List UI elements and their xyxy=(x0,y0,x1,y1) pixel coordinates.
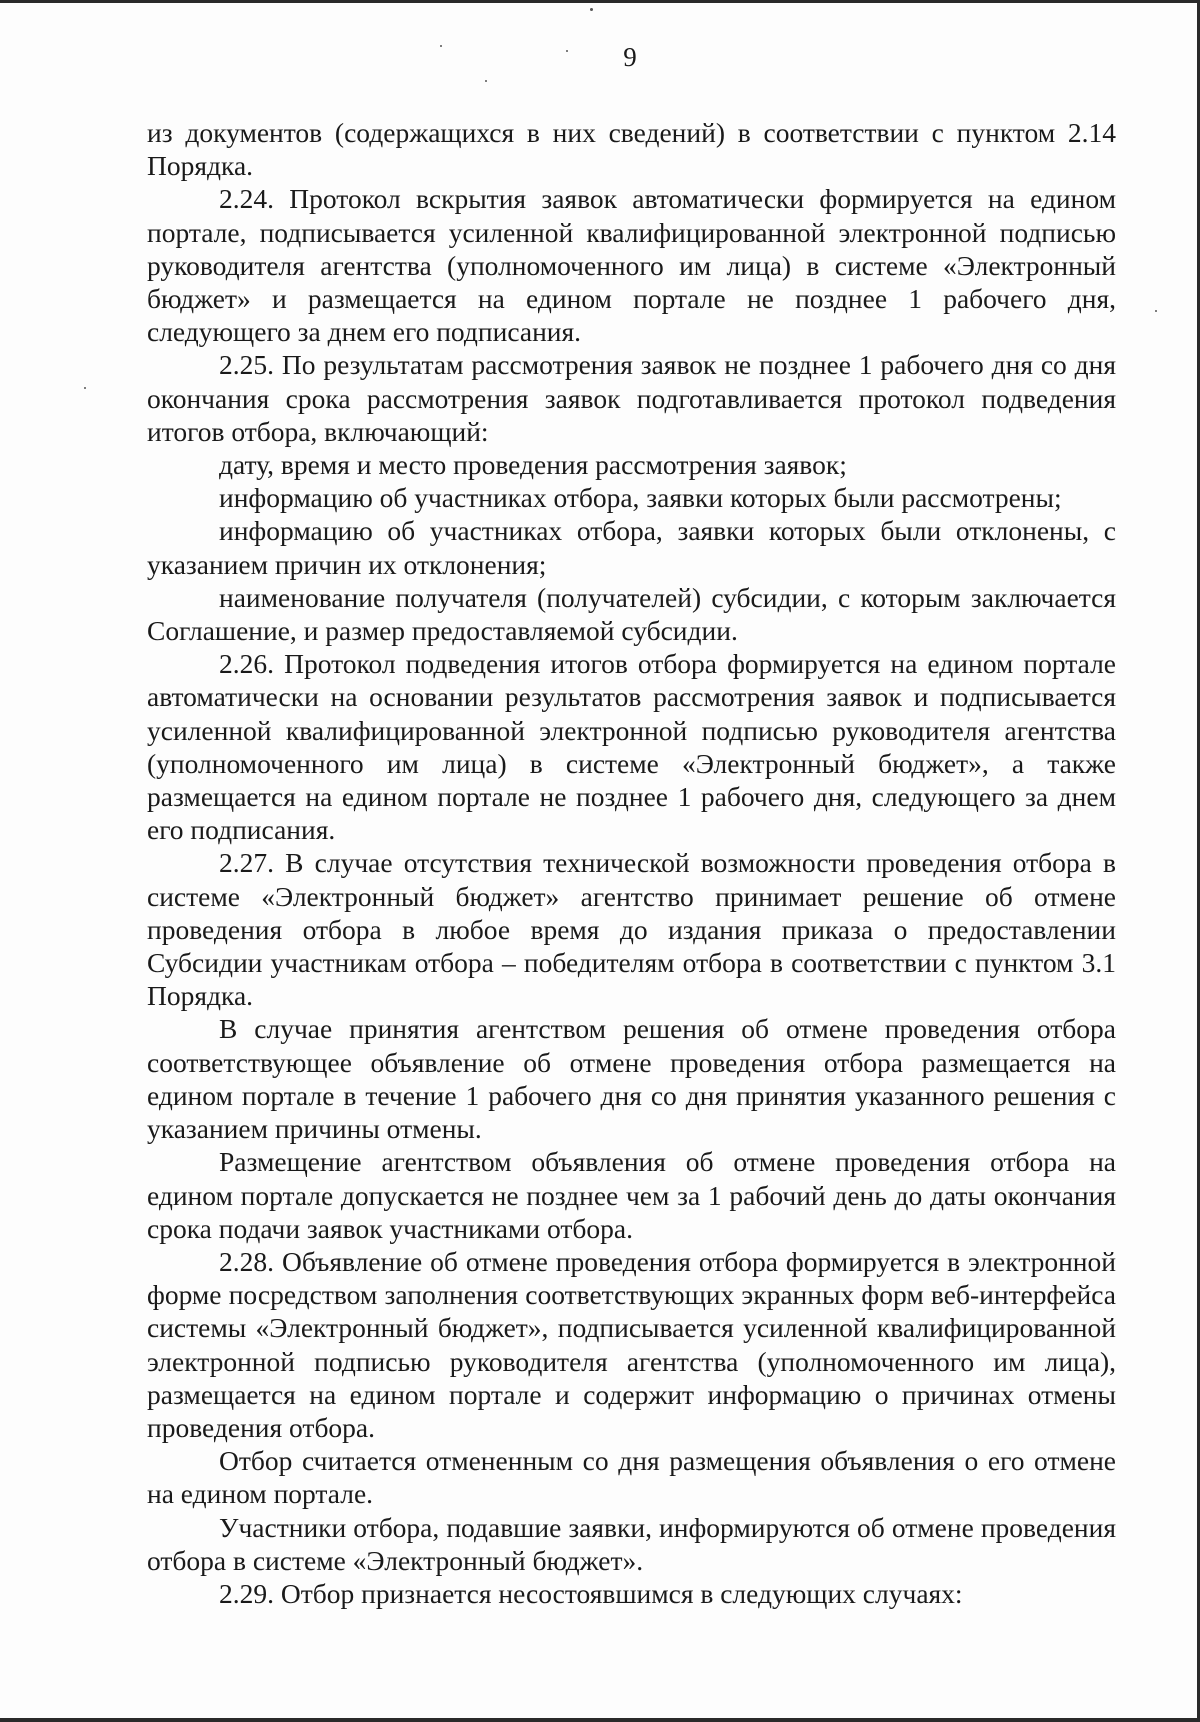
paragraph-2-26: 2.26. Протокол подведения итогов отбора формируется на едином портале автоматически на основании результатов рассмотрения заявок и подписывается усиленной квалифицированной электронной подписью руководителя агентства (уполномоченного им лица) в системе «Электронный бюджет», а также размещается на едином портале не позднее 1 рабочего дня, следующего за днем его подписания. xyxy=(147,648,1116,846)
scan-speck xyxy=(84,387,86,389)
scan-edge-top xyxy=(0,0,1200,3)
scan-speck xyxy=(590,8,593,11)
list-item-rejected-participants: информацию об участниках отбора, заявки которых были отклонены, с указанием причин их отклонения; xyxy=(147,515,1116,580)
paragraph-cancellation-decision: В случае принятия агентством решения об отмене проведения отбора соответствующее объявление об отмене проведения отбора размещается на едином портале в течение 1 рабочего дня со дня принятия указанного решения с указанием причины отмены. xyxy=(147,1013,1116,1145)
paragraph-participants-informed: Участники отбора, подавшие заявки, информируются об отмене проведения отбора в системе «Электронный бюджет». xyxy=(147,1511,1116,1576)
list-item-date-time-place: дату, время и место проведения рассмотрения заявок; xyxy=(219,449,847,481)
paragraph-cancelled-status: Отбор считается отмененным со дня размещения объявления о его отмене на едином портале. xyxy=(147,1445,1116,1510)
paragraph-2-29: 2.29. Отбор признается несостоявшимся в следующих случаях: xyxy=(219,1577,963,1609)
list-item-recipient-name: наименование получателя (получателей) субсидии, с которым заключается Соглашение, и размер предоставляемой субсидии. xyxy=(147,581,1116,647)
list-item-reviewed-participants: информацию об участниках отбора, заявки которых были рассмотрены; xyxy=(219,482,1062,514)
paragraph-continuation: из документов (содержащихся в них сведений) в соответствии с пунктом 2.14 Порядка. xyxy=(147,117,1116,182)
paragraph-2-25: 2.25. По результатам рассмотрения заявок не позднее 1 рабочего дня со дня окончания срока рассмотрения заявок подготавливается протокол подведения итогов отбора, включающий: xyxy=(147,349,1116,447)
document-body xyxy=(147,116,1116,1610)
paragraph-2-28: 2.28. Объявление об отмене проведения отбора формируется в электронной форме посредством заполнения соответствующих экранных форм веб-интерфейса системы «Электронный бюджет», подписывается усиленной квалифицированной электронной подписью руководителя агентства (уполномоченного им лица), размещается на едином портале и содержит информацию о причинах отмены проведения отбора. xyxy=(147,1245,1116,1443)
page-number: 9 xyxy=(623,42,637,72)
scan-speck xyxy=(485,80,487,82)
scan-speck xyxy=(1155,310,1157,312)
scan-edge-bottom xyxy=(0,1718,1200,1722)
paragraph-2-24: 2.24. Протокол вскрытия заявок автоматически формируется на едином портале, подписывается усиленной квалифицированной электронной подписью руководителя агентства (уполномоченного им лица) в системе «Электронный бюджет» и размещается на едином портале не позднее 1 рабочего дня, следующего за днем его подписания. xyxy=(147,183,1116,348)
paragraph-cancellation-posting: Размещение агентством объявления об отмене проведения отбора на едином портале допускается не позднее чем за 1 рабочий день до даты окончания срока подачи заявок участниками отбора. xyxy=(147,1146,1116,1244)
paragraph-2-27: 2.27. В случае отсутствия технической возможности проведения отбора в системе «Электронный бюджет» агентство принимает решение об отмене проведения отбора в любое время до издания приказа о предоставлении Субсидии участникам отбора – победителям отбора в соответствии с пунктом 3.1 Порядка. xyxy=(147,847,1116,1012)
